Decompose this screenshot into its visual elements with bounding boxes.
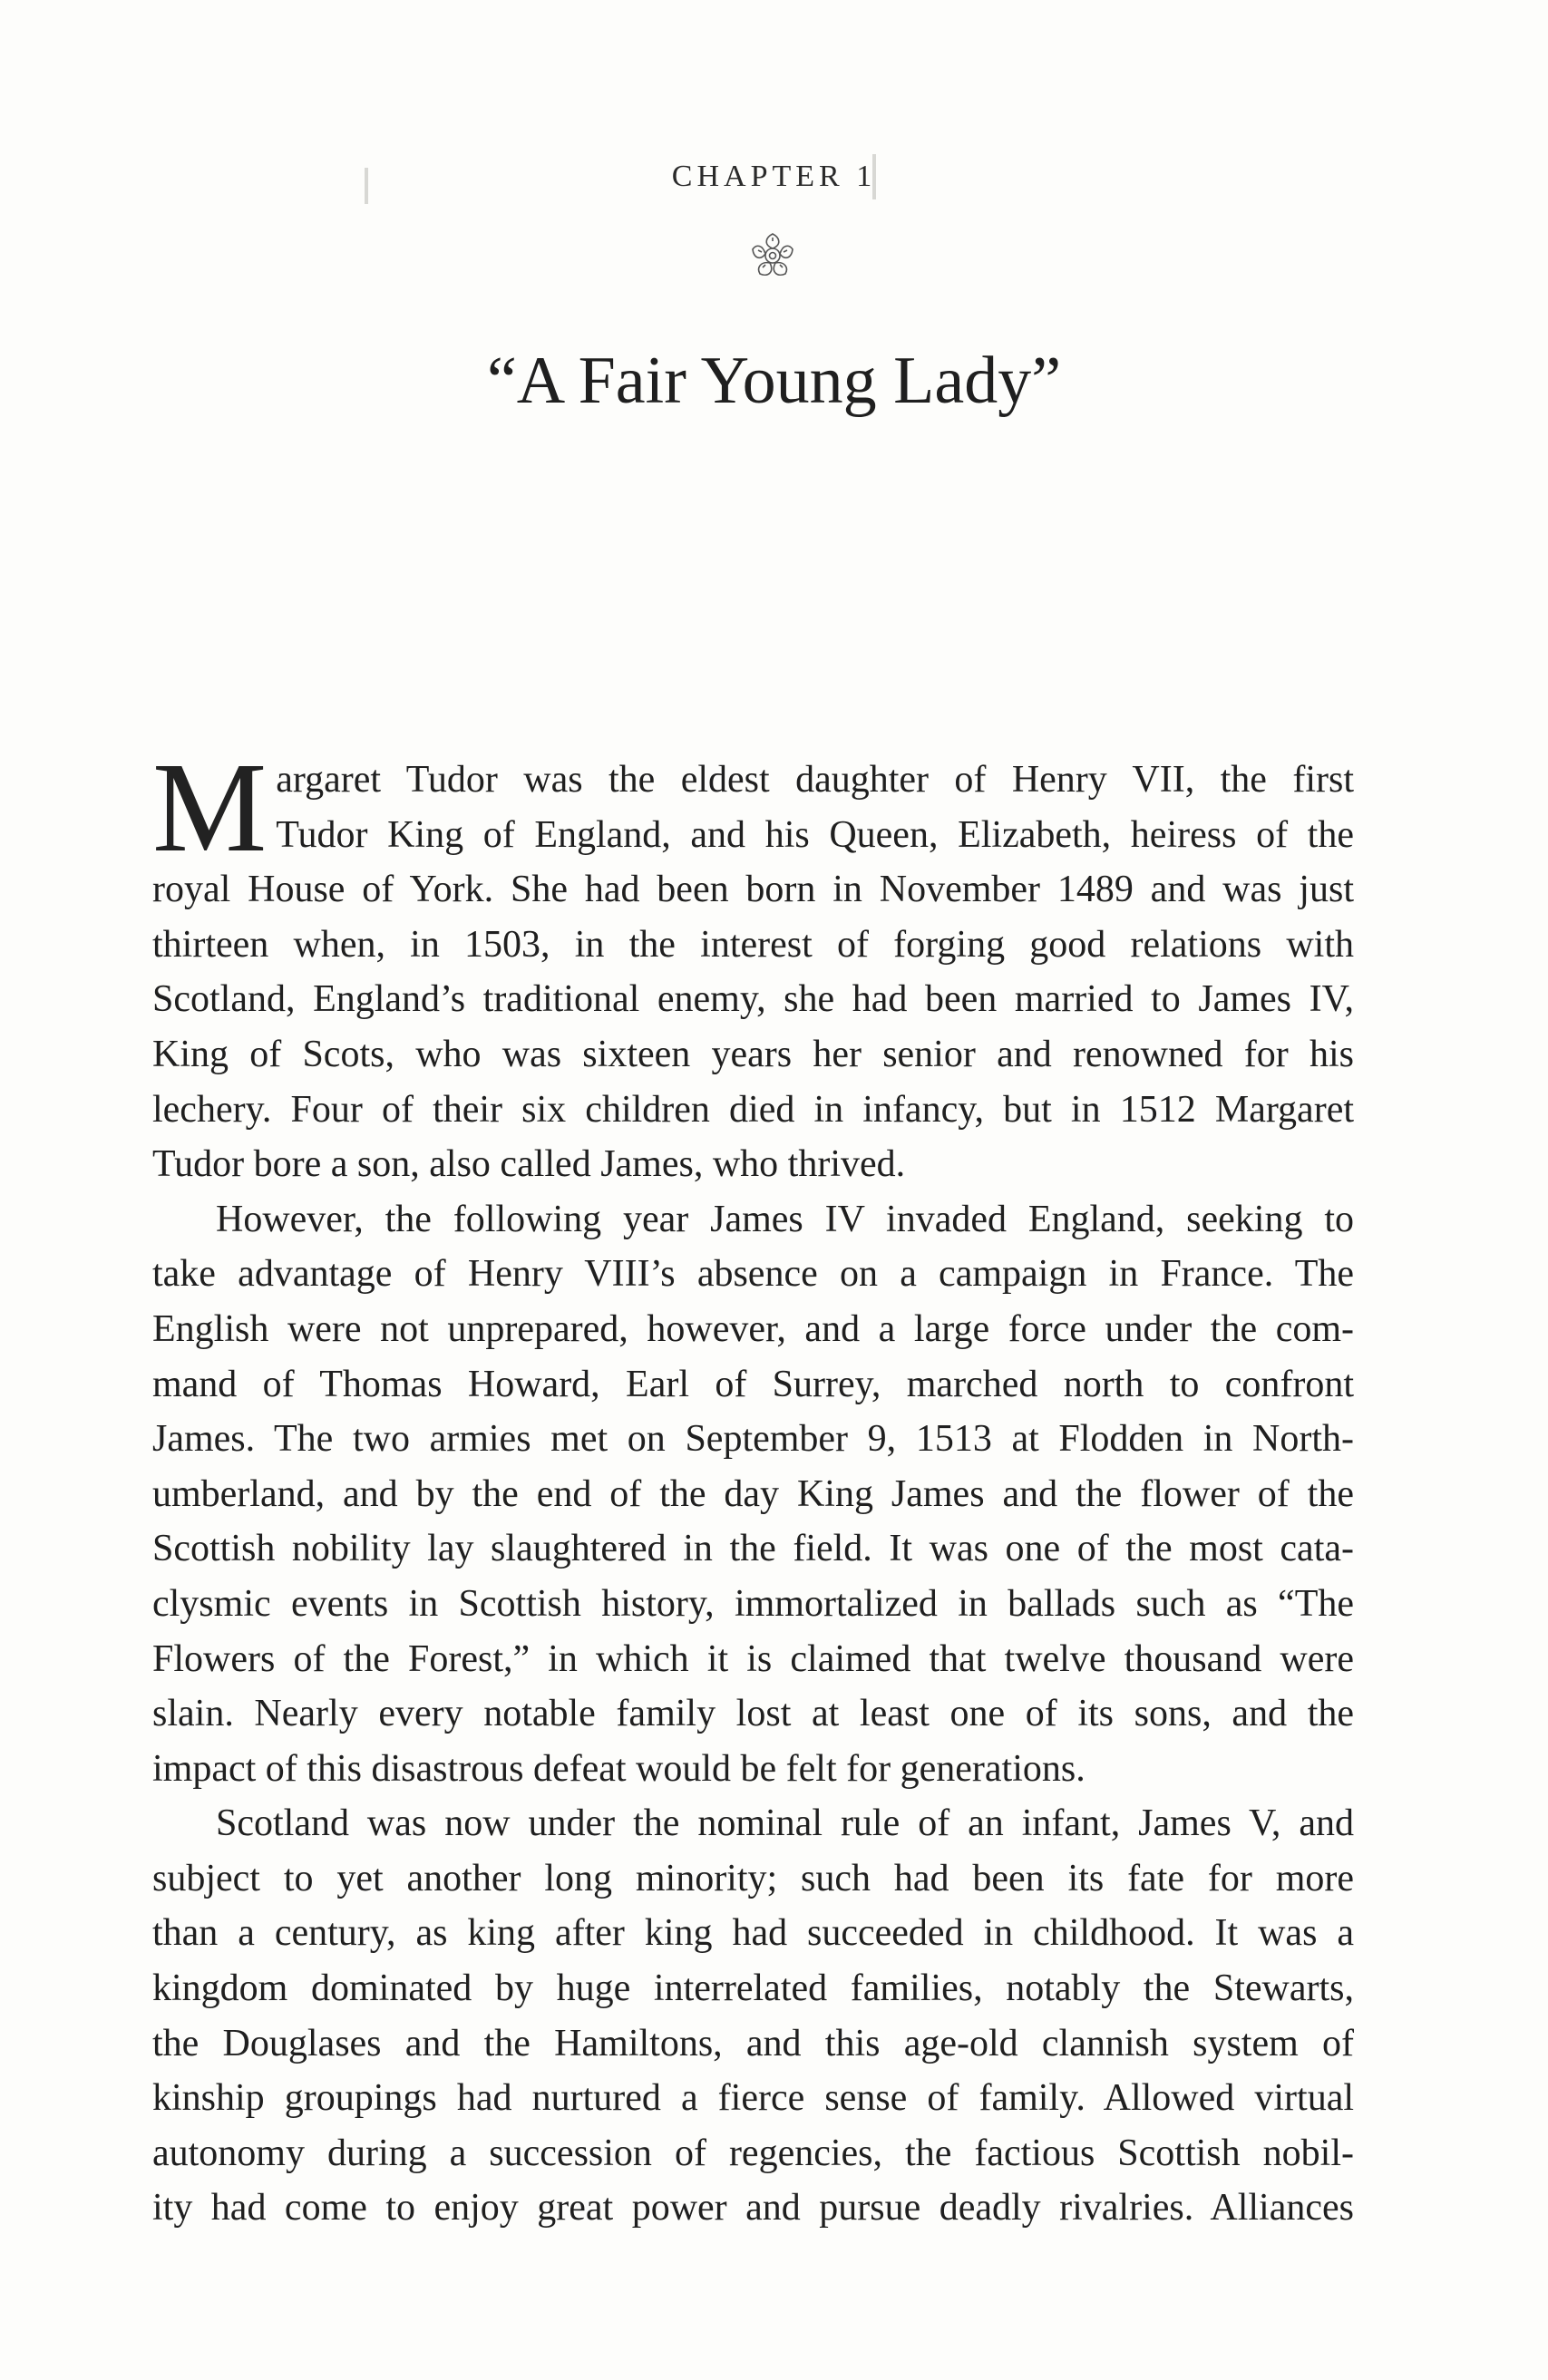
- text-line: argaret Tudor was the eldest daughter of Henry VII, the first: [276, 759, 1354, 801]
- text-line: Flowers of the Forest,” in which it is claimed that twelve thousand were: [152, 1637, 1354, 1680]
- paragraph-2: [152, 1192, 1354, 1797]
- text-line: kinship groupings had nurtured a fierce sense of family. Allowed virtual: [152, 2077, 1354, 2120]
- text-line: clysmic events in Scottish history, immortalized in ballads such as “The: [152, 1582, 1354, 1625]
- text-line: Scotland, England’s traditional enemy, she had been married to James IV,: [152, 978, 1354, 1021]
- drop-cap: M: [152, 735, 268, 879]
- text-line: ity had come to enjoy great power and pursue deadly rivalries. Alliances: [152, 2187, 1354, 2229]
- text-line: thirteen when, in 1503, in the interest of forging good relations with: [152, 923, 1354, 966]
- text-line: the Douglases and the Hamiltons, and this age-old clannish system of: [152, 2022, 1354, 2064]
- text-line: Scotland was now under the nominal rule of an infant, James V, and: [216, 1802, 1354, 1845]
- text-line: lechery. Four of their six children died in infancy, but in 1512 Margaret: [152, 1088, 1354, 1131]
- text-line: Scottish nobility lay slaughtered in the field. It was one of the most cata-: [152, 1528, 1354, 1570]
- chapter-label: CHAPTER 1: [671, 160, 877, 193]
- text-line: However, the following year James IV invaded England, seeking to: [216, 1198, 1354, 1240]
- body-text: [152, 735, 1354, 2236]
- text-line: slain. Nearly every notable family lost at least one of its sons, and the: [152, 1693, 1354, 1735]
- paragraph-1: [152, 735, 1354, 1192]
- text-line: Tudor King of England, and his Queen, Elizabeth, heiress of the: [276, 813, 1354, 856]
- text-line: than a century, as king after king had succeeded in childhood. It was a: [152, 1912, 1354, 1955]
- text-line: take advantage of Henry VIII’s absence on a campaign in France. The: [152, 1253, 1354, 1296]
- chapter-title: “A Fair Young Lady”: [486, 344, 1062, 418]
- text-line: mand of Thomas Howard, Earl of Surrey, marched north to confront: [152, 1363, 1354, 1405]
- text-line: royal House of York. She had been born in November 1489 and was just: [152, 869, 1354, 911]
- text-line: Tudor bore a son, also called James, who thrived.: [152, 1143, 906, 1186]
- text-line: impact of this disastrous defeat would be felt for generations.: [152, 1747, 1086, 1790]
- text-line: kingdom dominated by huge interrelated families, notably the Stewarts,: [152, 1967, 1354, 2010]
- paragraph-3: [152, 1796, 1354, 2236]
- text-line: umberland, and by the end of the day King James and the flower of the: [152, 1472, 1354, 1515]
- text-line: English were not unprepared, however, and a large force under the com-: [152, 1307, 1354, 1350]
- tudor-rose-icon: [745, 228, 800, 283]
- drop-cap-lines: [276, 753, 1354, 862]
- text-line: James. The two armies met on September 9, 1513 at Flodden in North-: [152, 1418, 1354, 1461]
- text-line: subject to yet another long minority; such had been its fate for more: [152, 1857, 1354, 1899]
- text-line: autonomy during a succession of regencies, the factious Scottish nobil-: [152, 2132, 1354, 2174]
- text-line: King of Scots, who was sixteen years her senior and renowned for his: [152, 1033, 1354, 1075]
